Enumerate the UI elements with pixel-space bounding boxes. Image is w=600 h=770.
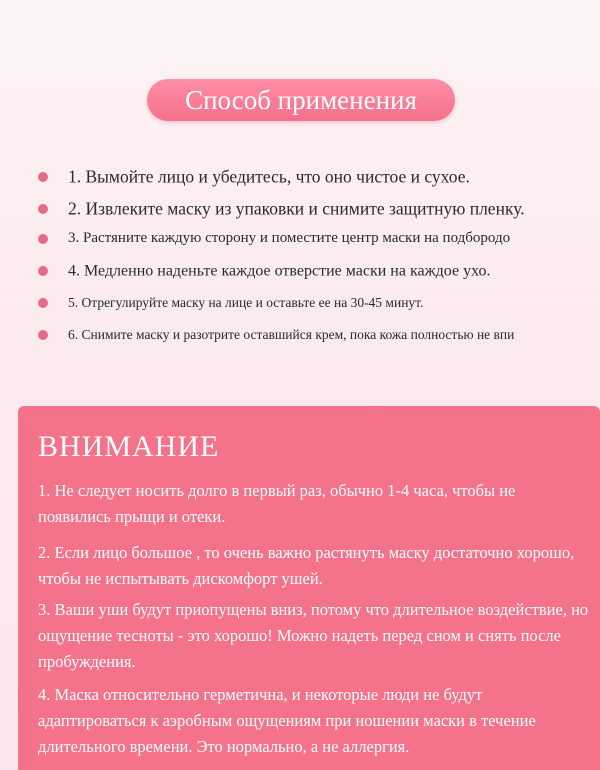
list-item-step-1 — [38, 165, 470, 187]
warning-panel — [18, 406, 600, 770]
bullet-icon — [38, 266, 48, 276]
list-item-step-6 — [38, 326, 514, 343]
step-text: 2. Извлеките маску из упаковки и снимите защитную пленку. — [68, 198, 525, 219]
warning-item-4: 4. Маска относительно герметична, и некоторые люди не будут адаптироваться к аэробным ощущениям при ношении маски в течение длительного времени. Это нормально, а не аллергия. — [38, 685, 536, 756]
list-item-step-2 — [38, 197, 525, 219]
warning-item-2: 2. Если лицо большое , то очень важно растянуть маску достаточно хорошо, чтобы не испытывать дискомфорт ушей. — [38, 543, 575, 588]
step-text: 4. Медленно наденьте каждое отверстие маски на каждое ухо. — [68, 262, 491, 280]
step-text: 3. Растяните каждую сторону и поместите центр маски на подбородо — [68, 230, 511, 247]
list-item-step-3 — [38, 230, 510, 247]
bullet-icon — [38, 204, 48, 214]
bullet-icon — [38, 298, 48, 308]
bullet-icon — [38, 172, 48, 182]
warning-item-1: 1. Не следует носить долго в первый раз, обычно 1-4 часа, чтобы не появились прыщи и отеки. — [38, 481, 516, 526]
step-text: 1. Вымойте лицо и убедитесь, что оно чистое и сухое. — [68, 166, 470, 187]
list-item-step-5 — [38, 294, 423, 311]
warning-title: ВНИМАНИЕ — [38, 430, 220, 463]
bullet-icon — [38, 234, 48, 244]
bullet-icon — [38, 330, 48, 340]
warning-item-3: 3. Ваши уши будут приопущены вниз, потому что длительное воздействие, но ощущение тесноты - это хорошо! Можно надеть перед сном и снять после пробуждения. — [38, 600, 589, 671]
list-item-step-4 — [38, 262, 490, 280]
step-text: 6. Снимите маску и разотрите оставшийся крем, пока кожа полностью не впи — [68, 326, 515, 342]
step-text: 5. Отрегулируйте маску на лице и оставьте ее на 30-45 минут. — [68, 294, 424, 310]
section-title-pill: Способ применения — [147, 79, 455, 121]
